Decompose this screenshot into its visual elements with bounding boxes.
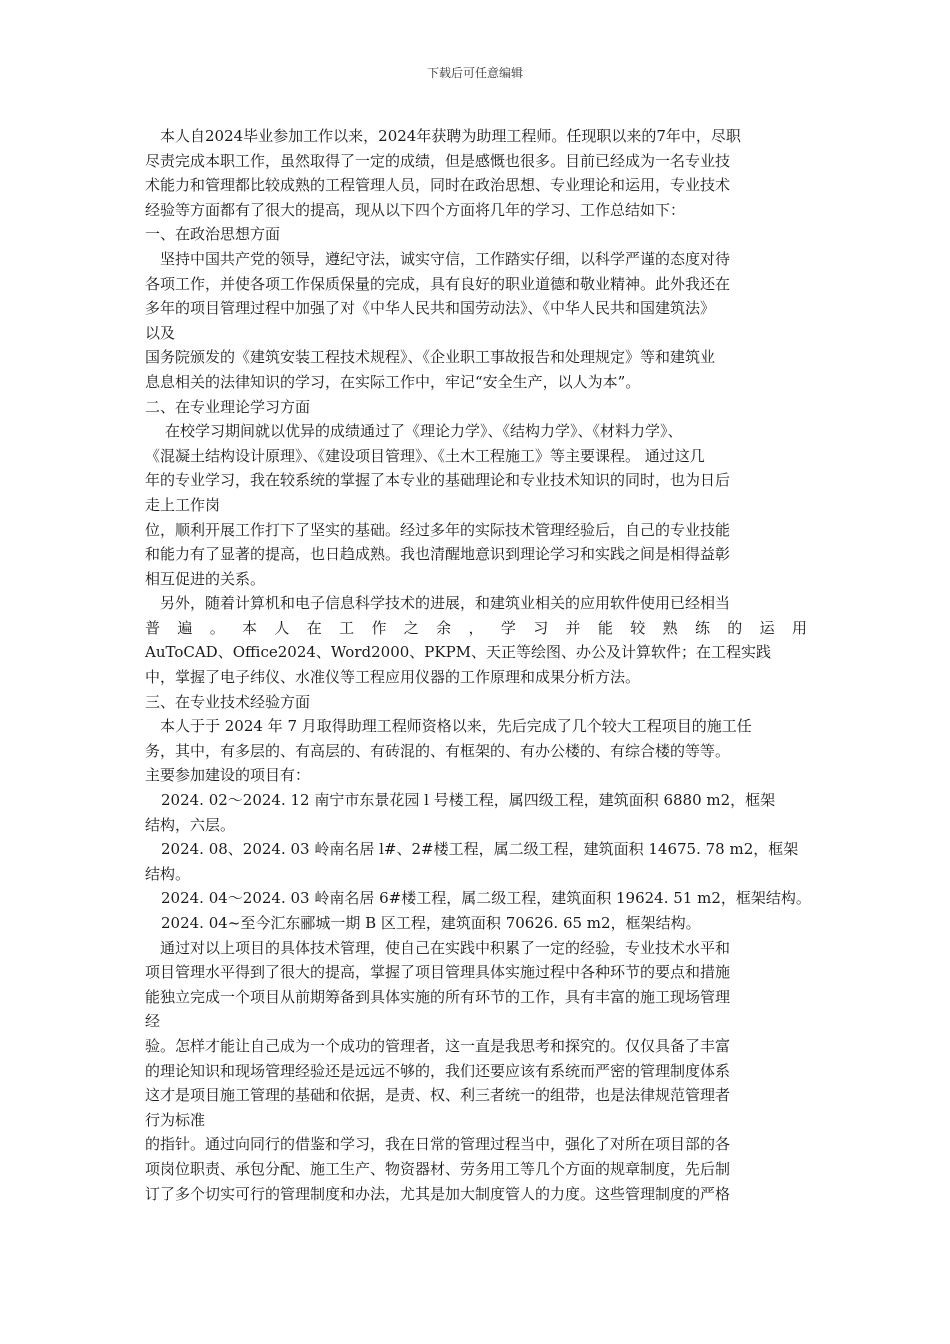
project-line: 2024. 08、2024. 03 岭南名居 l#、2#楼工程，属二级工程，建筑面积 14675. 78 m2，框架 <box>161 840 799 859</box>
paragraph-line: 息息相关的法律知识的学习，在实际工作中，牢记“安全生产，以人为本”。 <box>145 372 641 391</box>
paragraph-line: 项岗位职责、承包分配、施工生产、物资器材、劳务用工等几个方面的规章制度，先后制 <box>145 1159 731 1178</box>
paragraph-line: 本人自2024毕业参加工作以来，2024年获聘为助理工程师。任现职以来的7年中，尽职 <box>160 127 741 145</box>
paragraph-line: 订了多个切实可行的管理制度和办法，尤其是加大制度管人的力度。这些管理制度的严格 <box>145 1184 731 1203</box>
paragraph-line: 另外，随着计算机和电子信息科学技术的进展，和建筑业相关的应用软件使用已经相当 <box>160 594 731 613</box>
paragraph-line: 相互促进的关系。 <box>145 569 266 588</box>
project-line: 结构，六层。 <box>145 815 236 834</box>
paragraph-line: 主要参加建设的项目有： <box>145 766 311 785</box>
section-heading: 三、在专业技术经验方面 <box>145 692 311 711</box>
paragraph-line: 能独立完成一个项目从前期筹备到具体实施的所有环节的工作，具有丰富的施工现场管理 <box>145 987 731 1006</box>
paragraph-line: 术能力和管理都比较成熟的工程管理人员，同时在政治思想、专业理论和运用，专业技术 <box>145 176 731 195</box>
paragraph-line: 坚持中国共产党的领导，遵纪守法，诚实守信，工作踏实仔细，以科学严谨的态度对待 <box>160 249 731 268</box>
paragraph-line: 年的专业学习，我在较系统的掌握了本专业的基础理论和专业技术知识的同时，也为日后 <box>145 471 731 490</box>
paragraph-line: 这才是项目施工管理的基础和依据，是责、权、利三者统一的组带，也是法律规范管理者 <box>145 1086 731 1105</box>
paragraph-line: 经验等方面都有了很大的提高，现从以下四个方面将几年的学习、工作总结如下： <box>145 200 686 219</box>
project-line: 结构。 <box>145 864 191 883</box>
paragraph-line: 项目管理水平得到了很大的提高，掌握了项目管理具体实施过程中各种环节的要点和措施 <box>145 963 731 982</box>
paragraph-line: 国务院颁发的《建筑安装工程技术规程》、《企业职工事故报告和处理规定》等和建筑业 <box>145 348 716 367</box>
section-heading: 二、在专业理论学习方面 <box>145 397 311 416</box>
paragraph-line: 在校学习期间就以优异的成绩通过了《理论力学》、《结构力学》、《材料力学》、 <box>165 422 683 441</box>
project-line: 2024. 04~至今汇东郦城一期 B 区工程，建筑面积 70626. 65 m2，框架结构。 <box>161 914 701 932</box>
paragraph-line: 以及 <box>145 323 176 342</box>
paragraph-line: 行为标准 <box>145 1110 206 1129</box>
paragraph-line: 走上工作岗 <box>145 495 221 514</box>
paragraph-line: 尽责完成本职工作，虽然取得了一定的成绩，但是感慨也很多。目前已经成为一名专业技 <box>145 151 731 170</box>
paragraph-line: 中，掌握了电子纬仪、水准仪等工程应用仪器的工作原理和成果分析方法。 <box>145 668 641 687</box>
paragraph-line: 务，其中，有多层的、有高层的、有砖混的、有框架的、有办公楼的、有综合楼的等等。 <box>145 741 731 760</box>
section-heading: 一、在政治思想方面 <box>145 225 281 244</box>
page-header: 下载后可任意编辑 <box>426 66 523 80</box>
paragraph-line: 经 <box>145 1012 161 1031</box>
paragraph-line: 《混凝土结构设计原理》、《建设项目管理》、《土木工程施工》等主要课程。 通过这几 <box>145 446 705 465</box>
paragraph-line: 验。怎样才能让自己成为一个成功的管理者，这一直是我思考和探究的。仅仅具备了丰富 <box>145 1036 731 1055</box>
paragraph-line: 的指针。通过向同行的借鉴和学习，我在日常的管理过程当中，强化了对所在项目部的各 <box>145 1135 731 1154</box>
paragraph-line: 的理论知识和现场管理经验还是远远不够的，我们还要应该有系统而严密的管理制度体系 <box>145 1061 731 1080</box>
paragraph-line: 通过对以上项目的具体技术管理，使自己在实践中积累了一定的经验，专业技术水平和 <box>160 938 731 957</box>
paragraph-line: 普遍。本人在工作之余，学习并能较熟练的运用 <box>145 618 807 637</box>
paragraph-line: 本人于于 2024 年 7 月取得助理工程师资格以来，先后完成了几个较大工程项目的施工任 <box>160 717 752 736</box>
document-body <box>145 124 811 1206</box>
project-line: 2024. 04～2024. 03 岭南名居 6#楼工程，属二级工程，建筑面积 19624. 51 m2，框架结构。 <box>161 889 811 908</box>
paragraph-line: 位，顺利开展工作打下了坚实的基础。经过多年的实际技术管理经验后，自己的专业技能 <box>145 520 731 539</box>
project-line: 2024. 02～2024. 12 南宁市东景花园 l 号楼工程，属四级工程，建筑面积 6880 m2，框架 <box>161 791 776 810</box>
paragraph-line: 和能力有了显著的提高，也日趋成熟。我也清醒地意识到理论学习和实践之间是相得益彰 <box>145 545 731 564</box>
paragraph-line: 多年的项目管理过程中加强了对《中华人民共和国劳动法》、《中华人民共和国建筑法》 <box>145 299 716 318</box>
paragraph-line: 各项工作，并使各项工作保质保量的完成，具有良好的职业道德和敬业精神。此外我还在 <box>145 274 731 293</box>
paragraph-line: AuToCAD、Office2024、Word2000、PKPM、天正等绘图、办公及计算软件；在工程实践 <box>145 643 772 662</box>
